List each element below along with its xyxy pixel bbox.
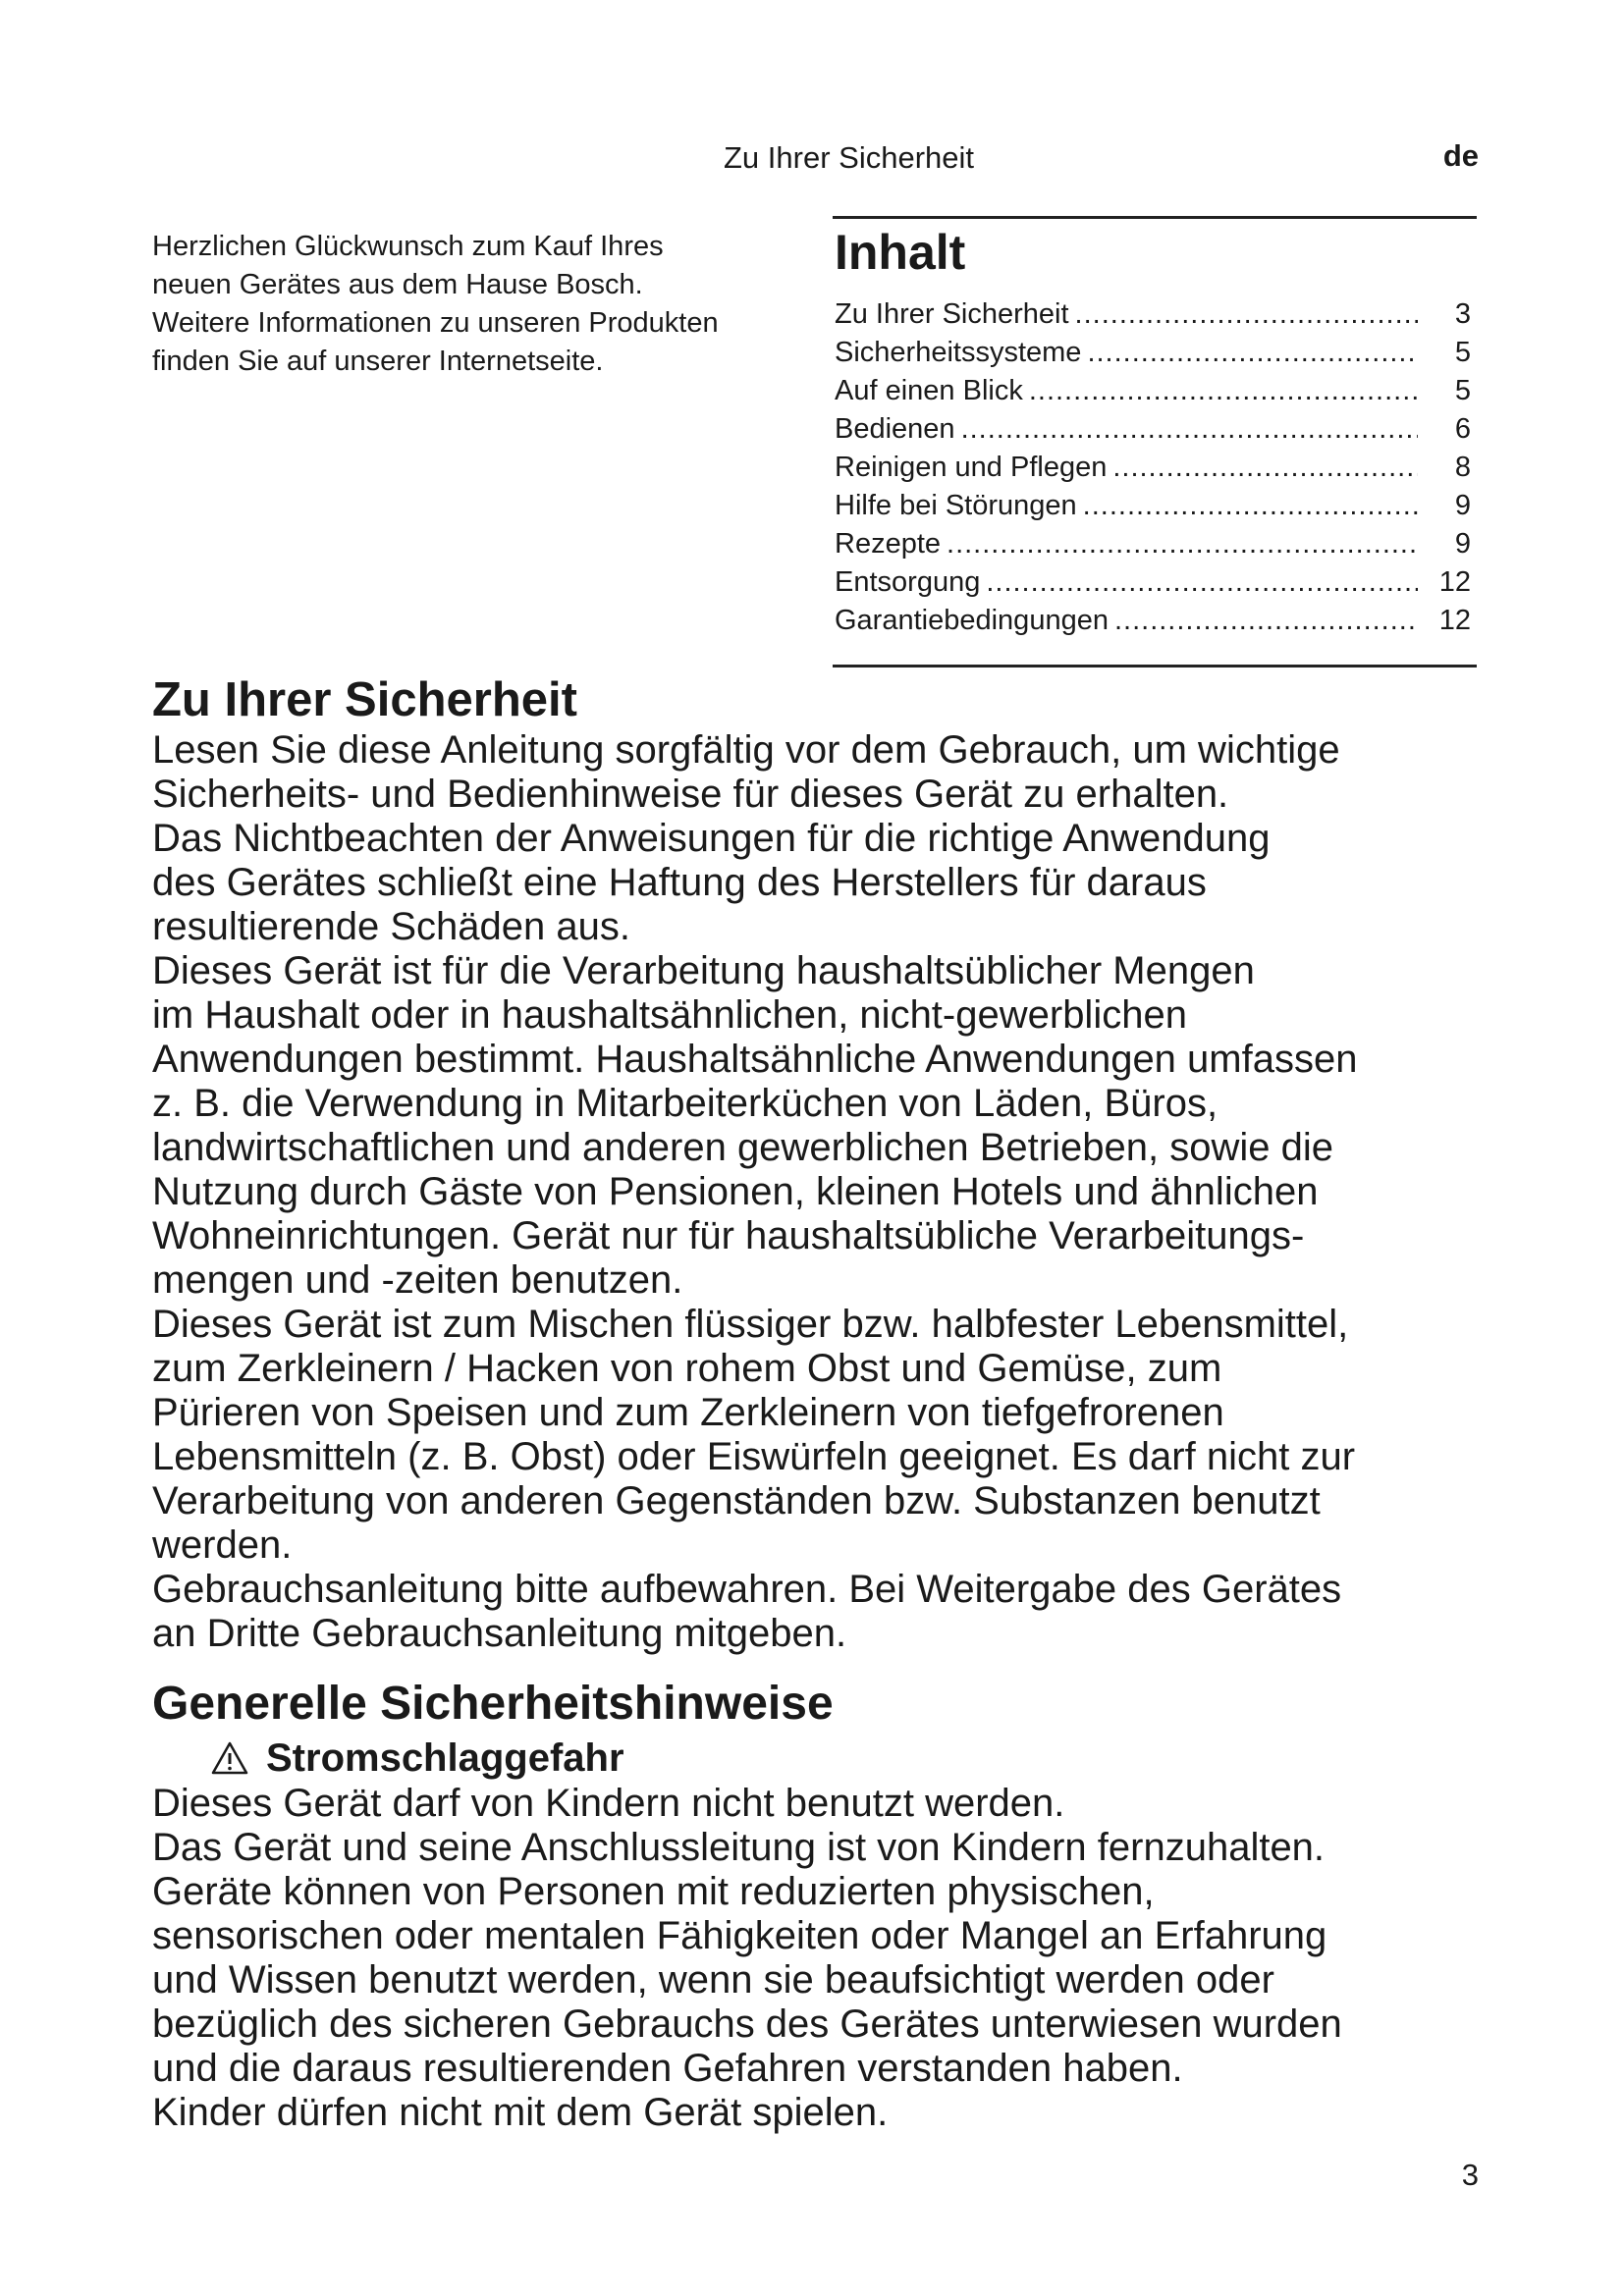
- text-line: werden.: [152, 1523, 293, 1567]
- warning-heading: [211, 1735, 1527, 1782]
- toc-item-label: Sicherheitssysteme: [835, 337, 1082, 368]
- main-content: [152, 671, 1527, 2135]
- toc-item-page: 8: [1454, 452, 1471, 483]
- toc-item[interactable]: [835, 605, 1492, 643]
- toc-item[interactable]: [835, 413, 1492, 452]
- text-line: im Haushalt oder in haushaltsähnlichen, nicht-gewerblichen: [152, 993, 1187, 1037]
- toc-leader-dots: [947, 528, 1418, 561]
- toc-item[interactable]: [835, 298, 1492, 337]
- text-line: Sicherheits- und Bedienhinweise für dieses Gerät zu erhalten.: [152, 773, 1229, 816]
- text-line: Dieses Gerät ist für die Verarbeitung haushaltsüblicher Mengen: [152, 949, 1255, 992]
- intro-line: Weitere Informationen zu unseren Produkten: [152, 307, 719, 339]
- toc-item[interactable]: [835, 490, 1492, 528]
- intro-line: finden Sie auf unserer Internetseite.: [152, 346, 604, 377]
- running-header-section: Zu Ihrer Sicherheit: [724, 140, 974, 175]
- text-line: landwirtschaftlichen und anderen gewerblichen Betrieben, sowie die: [152, 1126, 1333, 1169]
- toc-leader-dots: [1029, 375, 1418, 407]
- text-line: Lesen Sie diese Anleitung sorgfältig vor dem Gebrauch, um wichtige: [152, 728, 1340, 772]
- text-line: Kinder dürfen nicht mit dem Gerät spielen.: [152, 2091, 889, 2134]
- toc-item-page: 3: [1454, 298, 1471, 330]
- text-line: Das Nichtbeachten der Anweisungen für die richtige Anwendung: [152, 817, 1271, 860]
- toc-item-label: Auf einen Blick: [835, 375, 1023, 406]
- text-line: Dieses Gerät ist zum Mischen flüssiger bzw. halbfester Lebensmittel,: [152, 1303, 1349, 1346]
- toc-leader-dots: [1087, 337, 1418, 369]
- section-heading-safety: Zu Ihrer Sicherheit: [152, 673, 577, 726]
- general-safety-body-text: [152, 1782, 1527, 2135]
- toc-bottom-rule: [833, 665, 1477, 667]
- toc-item-label: Zu Ihrer Sicherheit: [835, 298, 1069, 330]
- toc-item-label: Garantiebedingungen: [835, 605, 1109, 636]
- toc-item[interactable]: [835, 528, 1492, 566]
- toc-item[interactable]: [835, 566, 1492, 605]
- text-line: Wohneinrichtungen. Gerät nur für haushaltsübliche Verarbeitungs-: [152, 1214, 1305, 1257]
- toc-item[interactable]: [835, 452, 1492, 490]
- intro-line: neuen Gerätes aus dem Hause Bosch.: [152, 269, 643, 300]
- toc-leader-dots: [1114, 605, 1418, 637]
- text-line: bezüglich des sicheren Gebrauchs des Gerätes unterwiesen wurden: [152, 2002, 1342, 2046]
- toc-item-page: 9: [1454, 490, 1471, 521]
- text-line: an Dritte Gebrauchsanleitung mitgeben.: [152, 1612, 847, 1655]
- toc-title: Inhalt: [835, 225, 966, 280]
- toc-item-page: 5: [1454, 375, 1471, 406]
- text-line: des Gerätes schließt eine Haftung des Herstellers für daraus: [152, 861, 1207, 904]
- toc-leader-dots: [961, 413, 1418, 446]
- toc-item-label: Hilfe bei Störungen: [835, 490, 1077, 521]
- text-line: Nutzung durch Gäste von Pensionen, kleinen Hotels und ähnlichen: [152, 1170, 1319, 1213]
- toc-leader-dots: [1075, 298, 1418, 331]
- toc-item-label: Reinigen und Pflegen: [835, 452, 1108, 483]
- text-line: Dieses Gerät darf von Kindern nicht benutzt werden.: [152, 1782, 1065, 1825]
- text-line: und Wissen benutzt werden, wenn sie beaufsichtigt werden oder: [152, 1958, 1274, 2002]
- text-line: Geräte können von Personen mit reduzierten physischen,: [152, 1870, 1155, 1913]
- toc-top-rule: [833, 216, 1477, 219]
- toc-item-page: 12: [1438, 605, 1471, 636]
- warning-triangle-icon: [211, 1741, 248, 1775]
- toc-leader-dots: [1112, 452, 1418, 484]
- text-line: und die daraus resultierenden Gefahren verstanden haben.: [152, 2047, 1183, 2090]
- warning-title: Stromschlaggefahr: [266, 1736, 624, 1780]
- section-heading-general-safety: Generelle Sicherheitshinweise: [152, 1678, 834, 1730]
- toc-item-label: Bedienen: [835, 413, 955, 445]
- running-header-language: de: [1442, 138, 1479, 173]
- toc-item-page: 12: [1438, 566, 1471, 598]
- toc-leader-dots: [1083, 490, 1418, 522]
- text-line: sensorischen oder mentalen Fähigkeiten oder Mangel an Erfahrung: [152, 1914, 1327, 1957]
- toc-item-page: 5: [1454, 337, 1471, 368]
- toc-item-label: Rezepte: [835, 528, 942, 560]
- toc-leader-dots: [986, 566, 1418, 599]
- text-line: Lebensmitteln (z. B. Obst) oder Eiswürfeln geeignet. Es darf nicht zur: [152, 1435, 1356, 1478]
- toc-item-label: Entsorgung: [835, 566, 981, 598]
- toc-item-page: 9: [1454, 528, 1471, 560]
- text-line: Das Gerät und seine Anschlussleitung ist von Kindern fernzuhalten.: [152, 1826, 1326, 1869]
- text-line: Verarbeitung von anderen Gegenständen bzw. Substanzen benutzt: [152, 1479, 1321, 1522]
- toc-item[interactable]: [835, 337, 1492, 375]
- intro-text: [152, 228, 800, 381]
- text-line: zum Zerkleinern / Hacken von rohem Obst und Gemüse, zum: [152, 1347, 1222, 1390]
- text-line: Gebrauchsanleitung bitte aufbewahren. Bei Weitergabe des Gerätes: [152, 1568, 1342, 1611]
- text-line: mengen und -zeiten benutzen.: [152, 1258, 683, 1302]
- text-line: Anwendungen bestimmt. Haushaltsähnliche Anwendungen umfassen: [152, 1038, 1358, 1081]
- toc-item-page: 6: [1454, 413, 1471, 445]
- text-line: Pürieren von Speisen und zum Zerkleinern von tiefgefrorenen: [152, 1391, 1224, 1434]
- intro-line: Herzlichen Glückwunsch zum Kauf Ihres: [152, 231, 664, 262]
- text-line: z. B. die Verwendung in Mitarbeiterküchen von Läden, Büros,: [152, 1082, 1218, 1125]
- table-of-contents: [835, 298, 1492, 643]
- toc-item[interactable]: [835, 375, 1492, 413]
- page-number: 3: [1461, 2158, 1479, 2192]
- safety-body-text: [152, 728, 1527, 1656]
- text-line: resultierende Schäden aus.: [152, 905, 630, 948]
